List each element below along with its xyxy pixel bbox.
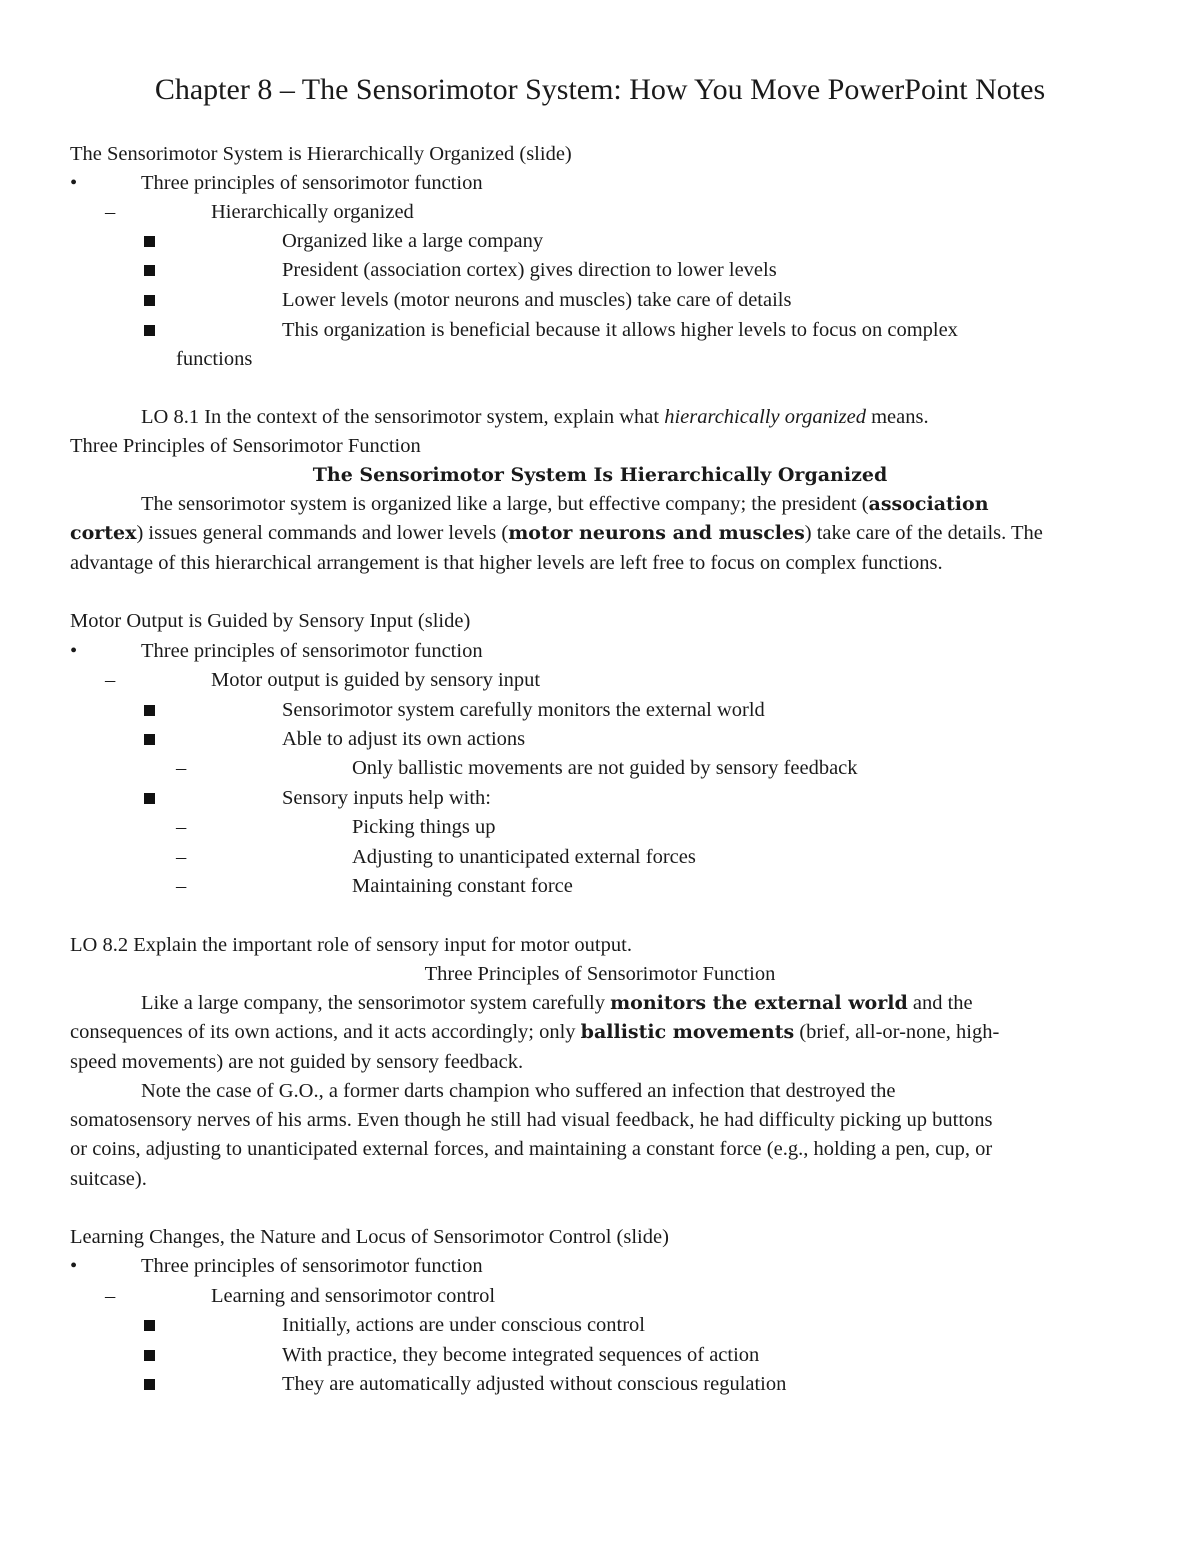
dash-marker: – [176,816,187,838]
dash-marker: – [105,669,116,691]
sub-item: Picking things up [352,816,496,838]
square-bullet-icon [144,295,155,306]
learning-objective: LO 8.2 Explain the important role of sensory input for motor output. [70,934,632,956]
paragraph-line: speed movements) are not guided by sensory feedback. [70,1051,524,1073]
square-item: Able to adjust its own actions [282,728,526,750]
bullet-marker: • [70,640,78,662]
square-item: They are automatically adjusted without conscious regulation [282,1373,787,1395]
sub-item: Maintaining constant force [352,875,573,897]
square-bullet-icon [144,325,155,336]
square-bullet-icon [144,1320,155,1331]
sub-item: Adjusting to unanticipated external forces [352,846,696,868]
square-bullet-icon [144,1350,155,1361]
paragraph-line: suitcase). [70,1168,147,1190]
paragraph-line: Like a large company, the sensorimotor system carefully monitors the external world and the [141,992,973,1014]
bullet-marker: • [70,1255,78,1277]
dash-item: Learning and sensorimotor control [211,1285,496,1307]
square-item-continuation: functions [176,348,253,370]
sub-item: Only ballistic movements are not guided by sensory feedback [352,757,858,779]
dash-marker: – [105,201,116,223]
square-item: President (association cortex) gives direction to lower levels [282,259,777,281]
principles-label: Three Principles of Sensorimotor Function [424,963,776,985]
square-bullet-icon [144,236,155,247]
dash-marker: – [176,757,187,779]
paragraph-line: somatosensory nerves of his arms. Even though he still had visual feedback, he had difficulty picking up buttons [70,1109,993,1131]
principles-label: Three Principles of Sensorimotor Function [70,435,421,457]
square-item: Organized like a large company [282,230,544,252]
section-heading: The Sensorimotor System is Hierarchically Organized (slide) [70,143,572,165]
square-bullet-icon [144,1379,155,1390]
bullet-item: Three principles of sensorimotor function [141,1255,483,1277]
square-bullet-icon [144,793,155,804]
learning-objective: LO 8.1 In the context of the sensorimotor system, explain what hierarchically organized means. [141,406,929,428]
paragraph-line: Note the case of G.O., a former darts champion who suffered an infection that destroyed the [141,1080,896,1102]
paragraph-line: or coins, adjusting to unanticipated external forces, and maintaining a constant force (e.g., holding a pen, cup, or [70,1138,993,1160]
paragraph-line: cortex) issues general commands and lower levels (motor neurons and muscles) take care of the details. The [70,522,1043,544]
bullet-item: Three principles of sensorimotor function [141,640,483,662]
page-title: Chapter 8 – The Sensorimotor System: How You Move PowerPoint Notes [154,73,1046,106]
square-item: With practice, they become integrated sequences of action [282,1344,760,1366]
dash-marker: – [105,1285,116,1307]
dash-marker: – [176,875,187,897]
square-item: Sensorimotor system carefully monitors the external world [282,699,765,721]
paragraph-line: advantage of this hierarchical arrangement is that higher levels are left free to focus on complex functions. [70,552,943,574]
subsection-title: The Sensorimotor System Is Hierarchically Organized [312,464,888,486]
square-bullet-icon [144,265,155,276]
square-bullet-icon [144,734,155,745]
section-heading: Motor Output is Guided by Sensory Input (slide) [70,610,471,632]
section-heading: Learning Changes, the Nature and Locus of Sensorimotor Control (slide) [70,1226,669,1248]
square-item: Initially, actions are under conscious control [282,1314,646,1336]
square-item: Sensory inputs help with: [282,787,491,809]
paragraph-line: consequences of its own actions, and it acts accordingly; only ballistic movements (brief, all-or-none, high- [70,1021,1000,1043]
dash-item: Hierarchically organized [211,201,414,223]
paragraph-line: The sensorimotor system is organized like a large, but effective company; the president (association [141,493,989,515]
square-item: This organization is beneficial because it allows higher levels to focus on complex [282,319,958,341]
square-item: Lower levels (motor neurons and muscles) take care of details [282,289,792,311]
bullet-marker: • [70,172,78,194]
dash-item: Motor output is guided by sensory input [211,669,541,691]
bullet-item: Three principles of sensorimotor function [141,172,483,194]
dash-marker: – [176,846,187,868]
square-bullet-icon [144,705,155,716]
